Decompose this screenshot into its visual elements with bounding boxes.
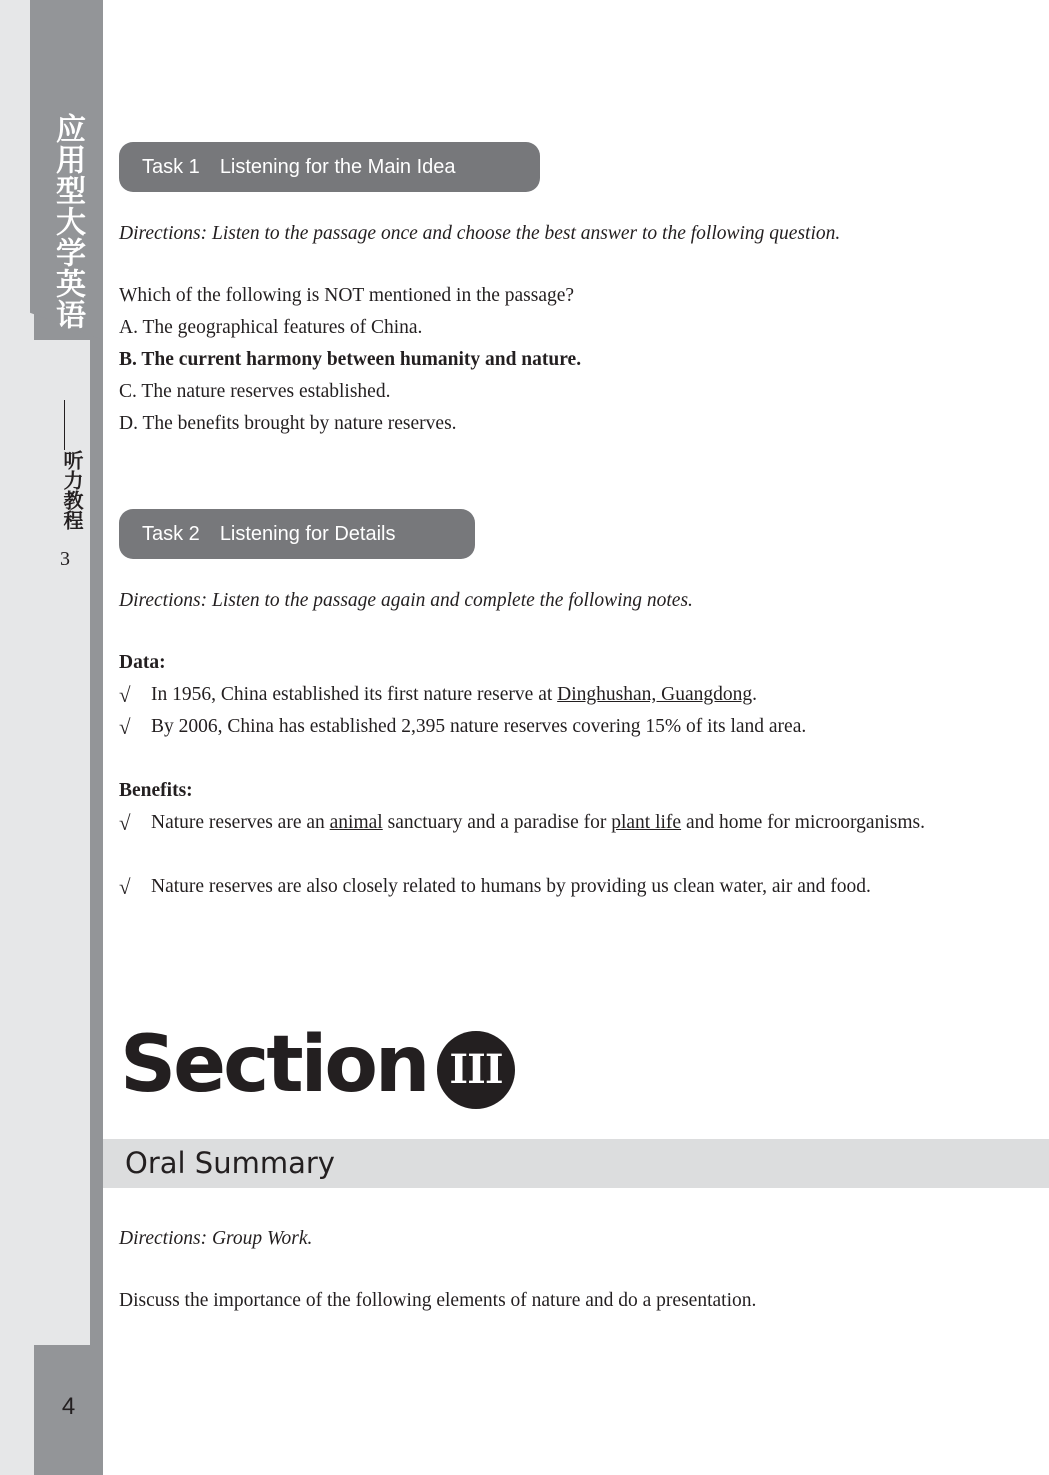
- task1-title: Listening for the Main Idea: [219, 156, 456, 178]
- book-title: 应用型大学英语: [50, 113, 85, 330]
- oral-summary-title: Oral Summary: [125, 1146, 335, 1180]
- task1-label: [119, 142, 540, 192]
- benefits-heading: Benefits:: [119, 780, 193, 801]
- answer-blank: Dinghushan, Guangdong: [557, 684, 753, 705]
- section-instruction: Discuss the importance of the following elements of nature and do a presentation.: [119, 1290, 757, 1311]
- section-heading: Section: [120, 1020, 428, 1110]
- task1-question: Which of the following is NOT mentioned in the passage?: [119, 285, 575, 306]
- task1-option-a: A. The geographical features of China.: [119, 317, 423, 338]
- task2-number: Task 2: [142, 523, 200, 545]
- data-item-1: In 1956, China established its first nature reserve at Dinghushan, Guangdong.: [151, 684, 757, 705]
- sidebar-dash: [64, 400, 65, 450]
- data-heading: Data:: [119, 652, 166, 673]
- task2-title: Listening for Details: [219, 523, 396, 545]
- task1-directions: Directions: Listen to the passage once and choose the best answer to the following question.: [119, 223, 841, 244]
- task1-option-b: B. The current harmony between humanity and nature.: [119, 349, 582, 370]
- task1-option-c: C. The nature reserves established.: [119, 381, 391, 402]
- check-icon: √: [119, 683, 131, 707]
- answer-blank: animal: [329, 812, 383, 833]
- check-icon: √: [119, 811, 131, 835]
- task2-directions: Directions: Listen to the passage again and complete the following notes.: [119, 590, 693, 611]
- check-icon: √: [119, 715, 131, 739]
- page-number: 4: [61, 1393, 76, 1420]
- data-item-2: By 2006, China has established 2,395 nature reserves covering 15% of its land area.: [151, 716, 807, 737]
- benefit-item-2: Nature reserves are also closely related to humans by providing us clean water, air and food.: [151, 876, 871, 897]
- book-volume: 3: [60, 548, 70, 570]
- book-subtitle: 听力教程: [60, 450, 84, 530]
- task2-label: [119, 509, 475, 559]
- task1-option-d: D. The benefits brought by nature reserves.: [119, 413, 457, 434]
- benefit-item-1: Nature reserves are an animal sanctuary and a paradise for plant life and home for microorganisms.: [151, 812, 925, 833]
- section-numeral-badge: III: [437, 1031, 515, 1109]
- task1-number: Task 1: [142, 156, 200, 178]
- section-directions: Directions: Group Work.: [119, 1228, 313, 1249]
- answer-blank: plant life: [611, 812, 682, 833]
- check-icon: √: [119, 875, 131, 899]
